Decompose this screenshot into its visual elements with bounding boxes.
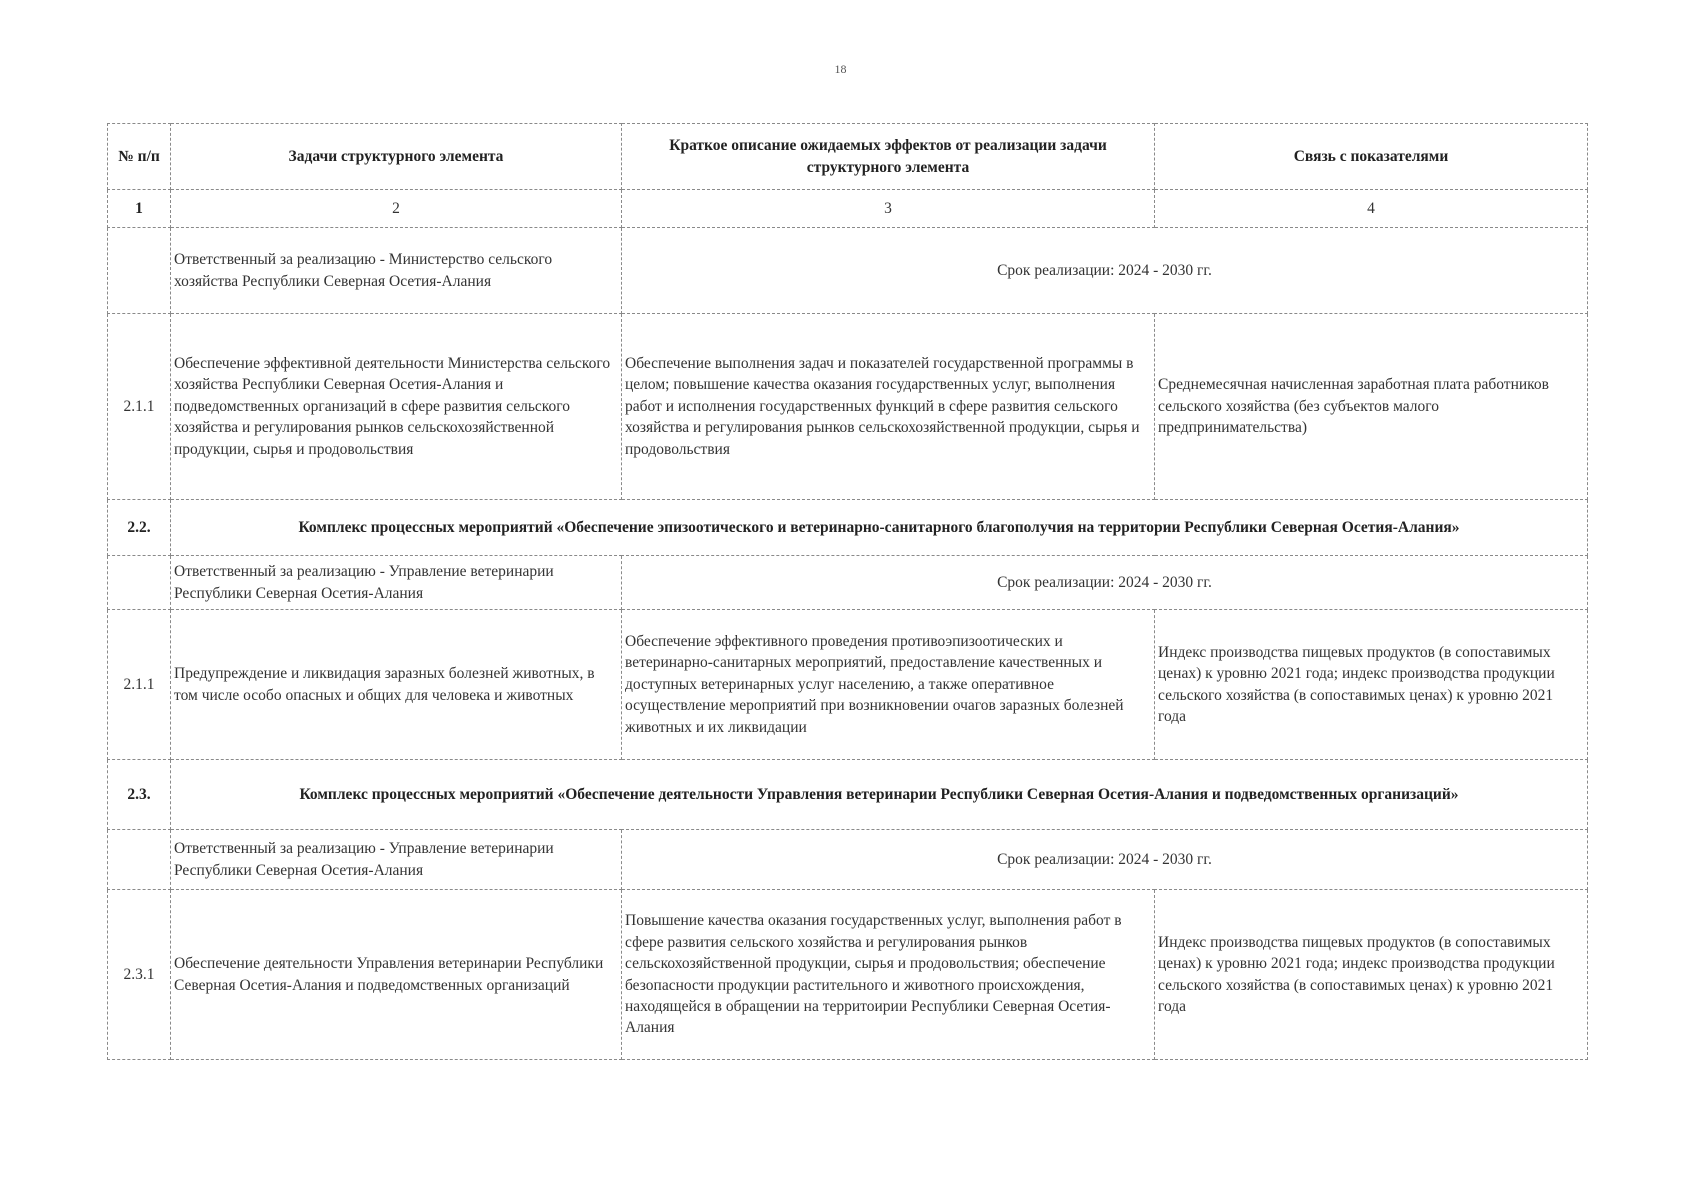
responsible-row — [108, 228, 1588, 314]
task-name: Обеспечение деятельности Управления ветеринарии Республики Северная Осетия-Алания и подведомственных организаций — [171, 890, 622, 1060]
structural-elements-table — [107, 123, 1588, 1060]
section-title: Комплекс процессных мероприятий «Обеспечение деятельности Управления ветеринарии Республики Северная Осетия-Алания и подведомственных организаций» — [171, 760, 1588, 830]
column-index: 1 — [108, 190, 171, 228]
header-effects: Краткое описание ожидаемых эффектов от реализации задачи структурного элемента — [622, 124, 1155, 190]
section-title: Комплекс процессных мероприятий «Обеспечение эпизоотического и ветеринарно-санитарного благополучия на территории Республики Северная Осетия-Алания» — [171, 500, 1588, 556]
section-row — [108, 760, 1588, 830]
column-index: 4 — [1155, 190, 1588, 228]
term-text: Срок реализации: 2024 - 2030 гг. — [622, 830, 1588, 890]
header-tasks: Задачи структурного элемента — [171, 124, 622, 190]
task-name: Предупреждение и ликвидация заразных болезней животных, в том числе особо опасных и общих для человека и животных — [171, 610, 622, 760]
task-row — [108, 890, 1588, 1060]
responsible-text: Ответственный за реализацию - Управление ветеринарии Республики Северная Осетия-Алания — [171, 830, 622, 890]
term-text: Срок реализации: 2024 - 2030 гг. — [622, 556, 1588, 610]
task-effects: Повышение качества оказания государственных услуг, выполнения работ в сфере развития сельского хозяйства и регулирования рынков сельскохозяйственной продукции, сырья и продовольствия; обеспечение безопасности продукции растительного и животного происхождения, находящейся в обращении на территоирии Республики Северная Осетия-Алания — [622, 890, 1155, 1060]
empty-cell — [108, 830, 171, 890]
page-number: 18 — [834, 62, 847, 76]
column-index-row — [108, 190, 1588, 228]
task-indicators: Среднемесячная начисленная заработная плата работников сельского хозяйства (без субъектов малого предпринимательства) — [1155, 314, 1588, 500]
empty-cell — [108, 556, 171, 610]
task-row — [108, 610, 1588, 760]
task-effects: Обеспечение эффективного проведения противоэпизоотических и ветеринарно-санитарных мероприятий, предоставление качественных и доступных ветеринарных услуг населению, а также оперативное осуществление мероприятий при возникновении очагов заразных болезней животных и их ликвидации — [622, 610, 1155, 760]
column-index: 3 — [622, 190, 1155, 228]
term-text: Срок реализации: 2024 - 2030 гг. — [622, 228, 1588, 314]
section-row — [108, 500, 1588, 556]
task-indicators: Индекс производства пищевых продуктов (в сопоставимых ценах) к уровню 2021 года; индекс производства продукции сельского хозяйства (в сопоставимых ценах) к уровню 2021 года — [1155, 610, 1588, 760]
task-number: 2.3.1 — [108, 890, 171, 1060]
task-number: 2.1.1 — [108, 314, 171, 500]
column-index: 2 — [171, 190, 622, 228]
responsible-text: Ответственный за реализацию - Министерство сельского хозяйства Республики Северная Осетия-Алания — [171, 228, 622, 314]
task-effects: Обеспечение выполнения задач и показателей государственной программы в целом; повышение качества оказания государственных услуг, выполнения работ и исполнения государственных функций в сфере развития сельского хозяйства и регулирования рынков сельскохозяйственной продукции, сырья и продовольствия — [622, 314, 1155, 500]
task-indicators: Индекс производства пищевых продуктов (в сопоставимых ценах) к уровню 2021 года; индекс производства продукции сельского хозяйства (в сопоставимых ценах) к уровню 2021 года — [1155, 890, 1588, 1060]
task-row — [108, 314, 1588, 500]
section-number: 2.3. — [108, 760, 171, 830]
responsible-row — [108, 556, 1588, 610]
empty-cell — [108, 228, 171, 314]
responsible-text: Ответственный за реализацию - Управление ветеринарии Республики Северная Осетия-Алания — [171, 556, 622, 610]
responsible-row — [108, 830, 1588, 890]
header-number: № п/п — [108, 124, 171, 190]
header-indicators: Связь с показателями — [1155, 124, 1588, 190]
task-name: Обеспечение эффективной деятельности Министерства сельского хозяйства Республики Северная Осетия-Алания и подведомственных организаций в сфере развития сельского хозяйства и регулирования рынков сельскохозяйственной продукции, сырья и продовольствия — [171, 314, 622, 500]
table-header-row — [108, 124, 1588, 190]
section-number: 2.2. — [108, 500, 171, 556]
task-number: 2.1.1 — [108, 610, 171, 760]
